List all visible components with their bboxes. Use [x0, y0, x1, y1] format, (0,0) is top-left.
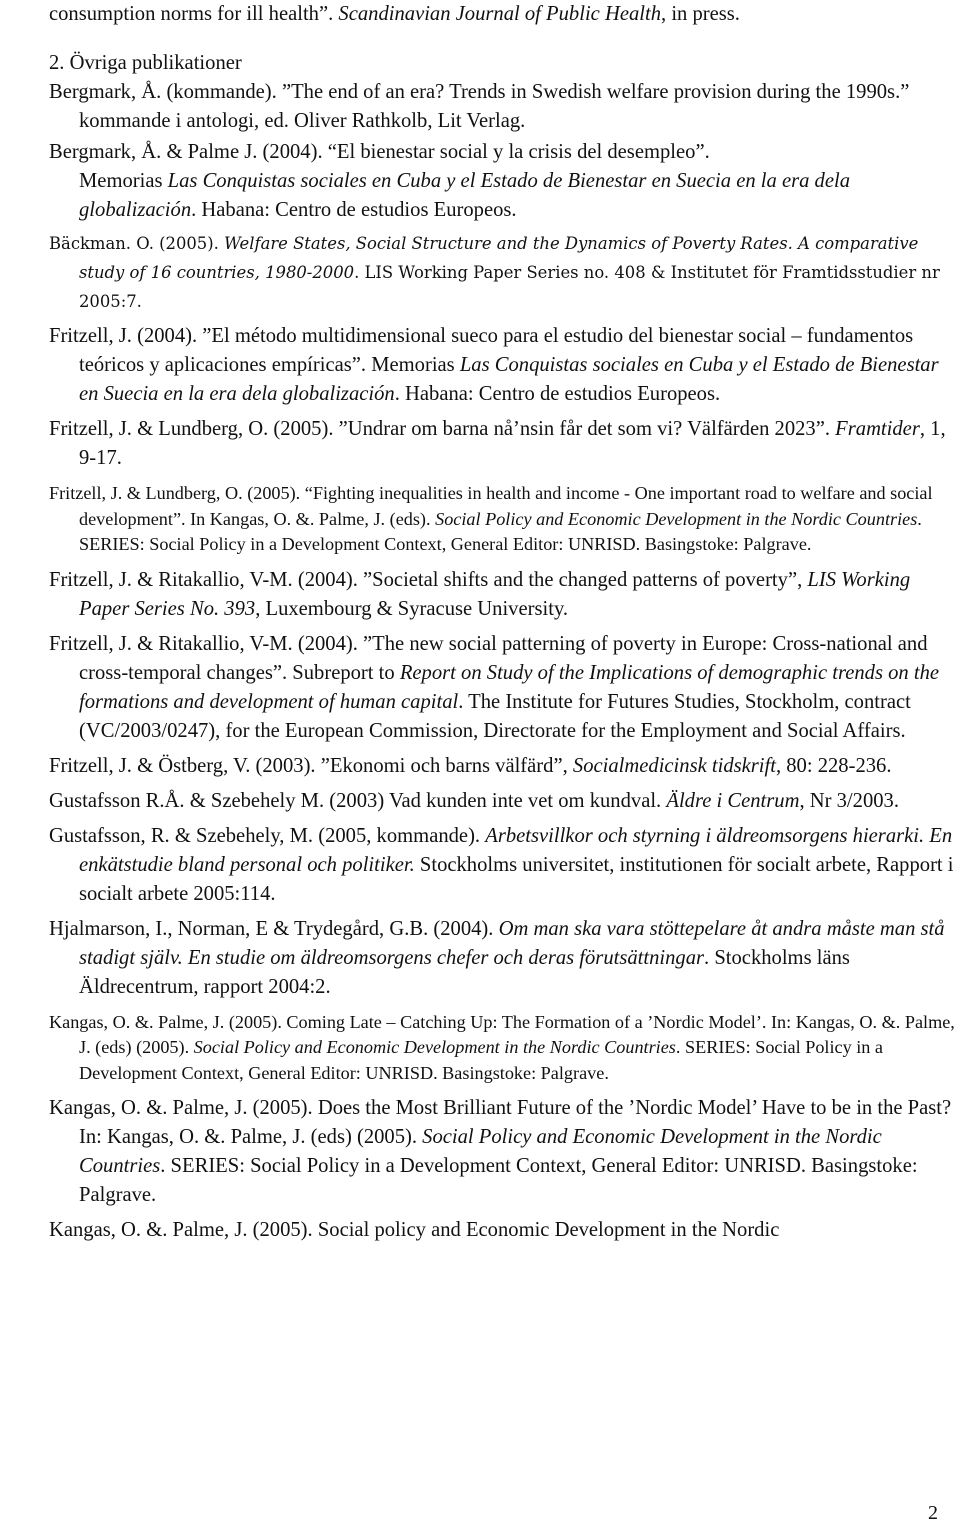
reference-text: Fritzell, J. & Lundberg, O. (2005). “Fighting inequalities in health and income - One important road to welfare and social development”. In Kangas, O. &. Palme, J. (eds). — [49, 483, 933, 529]
reference-title-italic: Social Policy and Economic Development in the Nordic Countries — [79, 1126, 882, 1177]
reference-item — [49, 915, 960, 1002]
reference-item — [49, 481, 960, 558]
reference-title-italic: Report on Study of the Implications of demographic trends on the formations and development of human capital — [79, 661, 940, 713]
reference-text: Stockholms universitet, institutionen för socialt arbete, Rapport i socialt arbete 2005:114. — [79, 853, 954, 905]
reference-item — [49, 0, 960, 29]
reference-text: . Stockholms läns Äldrecentrum, rapport 2004:2. — [79, 946, 850, 998]
reference-text: Fritzell, J. & Östberg, V. (2003). ”Ekonomi och barns välfärd”, — [49, 754, 573, 777]
reference-text: Gustafsson, R. & Szebehely, M. (2005, kommande). — [49, 824, 486, 847]
reference-text: Bergmark, Å. & Palme J. (2004). “El bienestar social y la crisis del desempleo”. — [49, 141, 710, 163]
reference-item — [49, 822, 960, 909]
reference-text: . SERIES: Social Policy in a Development Context, General Editor: UNRISD. Basingstoke: Palgrave. — [79, 508, 922, 554]
reference-text: Hjalmarson, I., Norman, E & Trydegård, G.B. (2004). — [49, 917, 499, 940]
reference-text: . The Institute for Futures Studies, Stockholm, contract (VC/2003/0247), for the European Commission, Directorate for the Employment and Social Affairs. — [79, 690, 911, 742]
reference-item — [49, 787, 960, 816]
reference-title-italic: Welfare States, Social Structure and the Dynamics of Poverty Rates. A comparative study of 16 countries, 1980-2000 — [79, 234, 919, 282]
reference-text: Fritzell, J. (2004). ”El método multidimensional sueco para el estudio del bienestar social – fundamentos teóricos y aplicaciones empíricas”. Memorias — [49, 325, 914, 376]
reference-title-italic: Socialmedicinsk tidskrift — [572, 754, 776, 777]
reference-item — [49, 1216, 960, 1245]
document-page — [49, 0, 960, 1245]
reference-title-italic: Social Policy and Economic Development in the Nordic Countries — [435, 508, 918, 529]
reference-text: Fritzell, J. & Lundberg, O. (2005). ”Undrar om barna nå’nsin får det som vi? Välfärden 2023”. — [49, 418, 836, 440]
reference-text: Bergmark, Å. (kommande). ”The end of an era? Trends in Swedish welfare provision during the 1990s.” kommande i antologi, ed. Oliver Rathkolb, Lit Verlag. — [49, 81, 910, 132]
reference-item — [49, 630, 960, 746]
reference-text: consumption norms for ill health”. — [49, 3, 339, 25]
reference-item — [49, 415, 960, 473]
reference-item — [49, 167, 960, 225]
reference-item — [49, 1094, 960, 1210]
reference-text: Kangas, O. &. Palme, J. (2005). Social policy and Economic Development in the Nordic — [49, 1219, 780, 1241]
reference-item — [49, 1010, 960, 1087]
reference-title-italic: Framtider — [835, 418, 920, 440]
reference-item — [49, 322, 960, 409]
reference-title-italic: Las Conquistas sociales en Cuba y el Estado de Bienestar en Suecia en la era dela globalización — [79, 354, 939, 405]
reference-text: Gustafsson R.Å. & Szebehely M. (2003) Vad kunden inte vet om kundval. — [49, 789, 667, 812]
reference-title-italic: Social Policy and Economic Development in the Nordic Countries — [193, 1037, 676, 1057]
reference-text: Kangas, O. &. Palme, J. (2005). Does the Most Brilliant Future of the ’Nordic Model’ Have to be in the Past? In: Kangas, O. &. Palme, J. (eds) (2005). — [49, 1097, 952, 1148]
reference-text: . Habana: Centro de estudios Europeos. — [394, 383, 721, 405]
reference-text: , Nr 3/2003. — [799, 789, 899, 812]
reference-text: , in press. — [661, 3, 740, 25]
reference-text: , 80: 228-236. — [775, 754, 892, 777]
reference-text: Bäckman. O. (2005). — [49, 234, 225, 253]
reference-title-italic: LIS Working Paper Series No. 393 — [79, 568, 911, 620]
reference-title-italic: Arbetsvillkor och styrning i äldreomsorgens hierarki. En enkätstudie bland personal och politiker. — [79, 824, 953, 876]
section-heading: 2. Övriga publikationer — [49, 52, 242, 74]
reference-text: . SERIES: Social Policy in a Development Context, General Editor: UNRISD. Basingstoke: Palgrave. — [79, 1155, 918, 1206]
reference-text: Memorias — [79, 170, 168, 192]
reference-text: , Luxembourg & Syracuse University. — [255, 597, 569, 620]
reference-item — [49, 566, 960, 624]
reference-title-italic: Las Conquistas sociales en Cuba y el Estado de Bienestar en Suecia en la era dela globalización — [79, 170, 851, 221]
reference-title-italic: Om man ska vara stöttepelare åt andra måste man stå stadigt själv. En studie om äldreomsorgens chefer och deras förutsättningar — [79, 917, 945, 969]
reference-text: , 1, 9-17. — [79, 418, 946, 469]
reference-title-italic: Scandinavian Journal of Public Health — [338, 3, 662, 25]
reference-text: Fritzell, J. & Ritakallio, V-M. (2004). ”The new social patterning of poverty in Europe: Cross-national and cross-temporal changes”. Subreport to — [49, 632, 928, 684]
reference-item — [49, 78, 960, 136]
reference-item — [49, 138, 960, 167]
reference-item — [49, 229, 960, 316]
reference-text: Fritzell, J. & Ritakallio, V-M. (2004). ”Societal shifts and the changed patterns of poverty”, — [49, 568, 808, 591]
reference-title-italic: Äldre i Centrum — [666, 789, 800, 812]
reference-text: Kangas, O. &. Palme, J. (2005). Coming Late – Catching Up: The Formation of a ’Nordic Model’. In: Kangas, O. &. Palme, J. (eds) (2005). — [49, 1011, 955, 1057]
reference-item — [49, 752, 960, 781]
reference-text: . Habana: Centro de estudios Europeos. — [191, 199, 517, 221]
reference-text: . SERIES: Social Policy in a Development Context, General Editor: UNRISD. Basingstoke: Palgrave. — [79, 1037, 884, 1083]
reference-text: . LIS Working Paper Series no. 408 & Institutet för Framtidsstudier nr 2005:7. — [79, 263, 940, 311]
page-number: 2 — [928, 1502, 938, 1524]
